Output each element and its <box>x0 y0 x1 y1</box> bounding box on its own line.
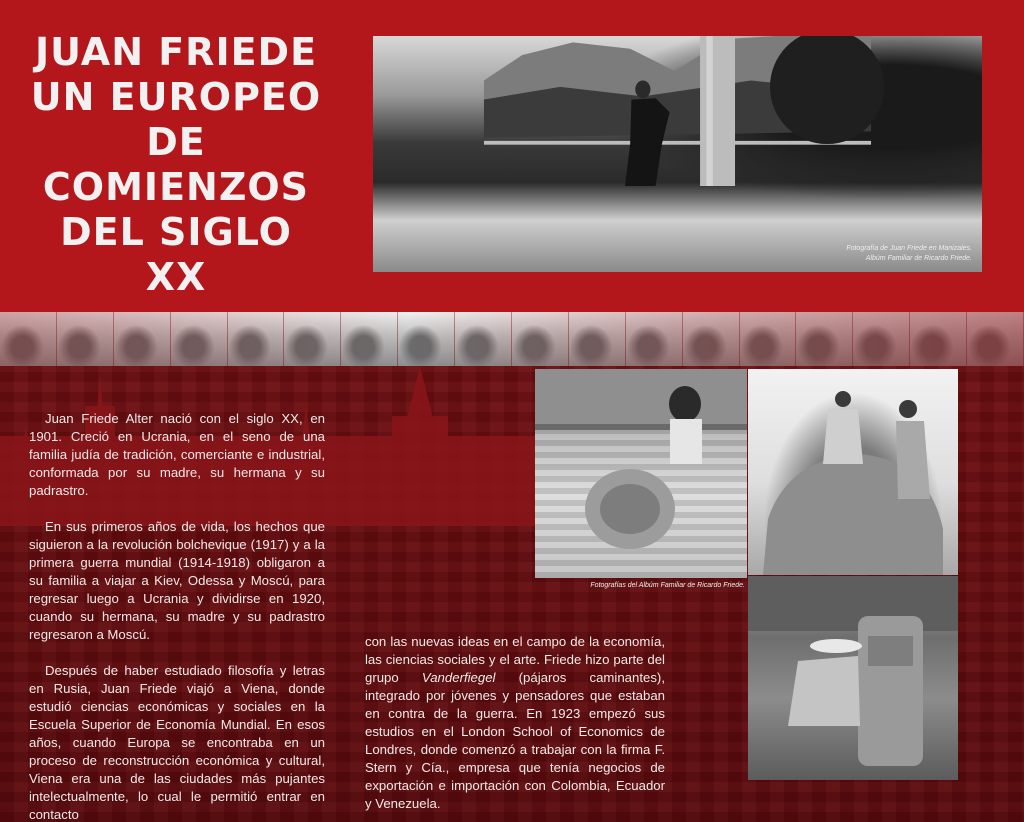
paragraph-4-end: (pájaros caminantes), integrado por jóvenes y pensadores que estaban en contra de la guerra. En 1923 empezó sus estudios en el London School of Economics de Londres, donde comenzó a trabajar con la firma F. Stern y Cía., empresa que tenía negocios de exportación e importación con Colombia, Ecuador y Venezuela. <box>365 670 665 811</box>
rock-men-illustration <box>748 369 958 575</box>
title-line-2: UN EUROPEO <box>30 75 322 119</box>
title-line-4: DEL SIGLO XX <box>60 210 292 299</box>
paragraph-4-start: con las nuevas ideas en el campo de la economía, las ciencias sociales y el arte. Friede hizo parte del grupo <box>365 634 665 685</box>
paragraph-3: Después de haber estudiado filosofía y letras en Rusia, Juan Friede viajó a Viena, donde estudió ciencias económicas y sociales en la Escuela Superior de Economía Mundial. En esos años, cuando Europa se encontraba en un proceso de reconstrucción económica y cultural, Viena era una de las ciudades más pujantes intelectualmente, lo cual le permitió entrar en contacto <box>29 663 325 822</box>
main-photo-manizales <box>373 36 982 272</box>
photo-child-stone <box>535 369 747 578</box>
mountain-landscape <box>373 36 982 186</box>
title-line-1: JUAN FRIEDE <box>34 30 318 74</box>
child-stone-illustration <box>535 369 747 578</box>
filmstrip-tint <box>0 312 1024 366</box>
photos-caption: Fotografías del Albúm Familiar de Ricardo Friede. <box>590 582 745 589</box>
text-column-1 <box>29 410 325 822</box>
paragraph-1: Juan Friede Alter nació con el siglo XX, en 1901. Creció en Ucrania, en el seno de una familia judía de tradición, comerciante e industrial, conformada por su madre, su hermana y su padrastro. <box>29 411 325 498</box>
main-photo-caption <box>752 244 972 264</box>
paragraph-2: En sus primeros años de vida, los hechos que siguieron a la revolución bolchevique (1917) y a la primera guerra mundial (1914-1918) obligaron a su familia a viajar a Kiev, Odessa y Moscú, para regresar luego a Ucrania y dividirse en 1920, cuando su hermana, su madre y su padrastro regresaron a Moscú. <box>29 519 325 642</box>
photo-statue-man <box>748 576 958 780</box>
photo-rock-men <box>748 369 958 575</box>
text-column-2 <box>365 633 665 822</box>
title-line-3: DE COMIENZOS <box>42 120 310 209</box>
caption-line-1: Fotografía de Juan Friede en Manizales. <box>846 245 972 252</box>
paragraph-4 <box>365 633 665 813</box>
caption-line-2: Albúm Familiar de Ricardo Friede. <box>865 255 972 262</box>
group-name: Vanderfiegel <box>421 670 496 685</box>
statue-man-illustration <box>748 576 958 780</box>
page-title <box>26 30 326 300</box>
